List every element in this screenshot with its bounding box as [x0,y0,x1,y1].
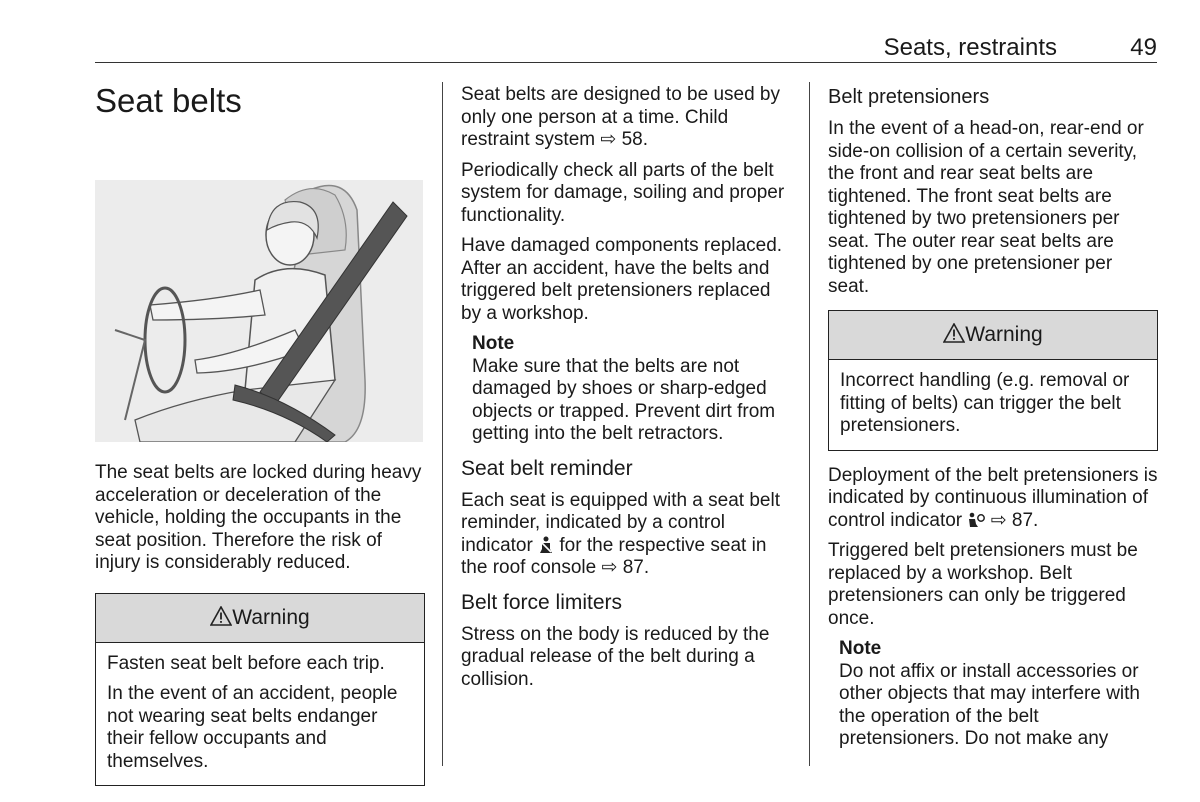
paragraph-single-person-text: Seat belts are designed to be used by only one person at a time. Child restraint system [461,84,781,150]
section-heading-reminder: Seat belt reminder [461,456,633,480]
airbag-indicator-icon [967,512,985,528]
seat-belt-illustration [95,180,423,442]
warning-box [95,593,425,787]
warning-text-2: In the event of an accident, people not wearing seat belts endanger their fellow occupants and themselves. [107,683,398,772]
column-divider-2 [809,82,810,766]
intro-paragraph: The seat belts are locked during heavy acceleration or deceleration of the vehicle, holding the occupants in the seat position. Therefore the risk of injury is considerably reduced. [95,462,422,573]
cross-reference-page[interactable]: 87. [1011,509,1039,531]
warning-header [829,311,1157,360]
page-number: 49 [1130,34,1157,61]
page-title: Seat belts [95,82,242,119]
note-block [461,333,793,446]
paragraph-damaged-components: Have damaged components replaced. After an accident, have the belts and triggered belt pretensioners replaced by a workshop. [461,235,783,324]
cross-reference-page[interactable]: 58. [621,129,648,150]
warning-triangle-icon [210,606,232,626]
section-heading-pretensioners: Belt pretensioners [828,86,990,108]
deployment-paragraph [828,465,1158,533]
cross-reference-page[interactable]: 87. [622,557,650,578]
warning-header [96,594,424,643]
note-text: Do not affix or install accessories or other objects that may interfere with the operation of the belt pretensioners. Do not make any [839,660,1140,749]
reminder-paragraph [461,490,793,580]
cross-reference-arrow-icon: ⇨ [600,129,617,150]
reminder-text-b: for the respective seat in the roof console [461,534,767,578]
note-title: Note [472,333,515,354]
note-block [828,638,1158,751]
pretensioners-paragraph: In the event of a head-on, rear-end or side-on collision of a certain severity, the front and rear seat belts are tightened. The front seat belts are tightened by two pretensioners per seat. The outer rear seat belts are tightened by one pretensioner per seat. [828,118,1144,297]
warning-label: Warning [232,605,310,629]
note-text: Make sure that the belts are not damaged by shoes or sharp-edged objects or trapped. Prevent dirt from getting into the belt retractors. [472,355,776,444]
triggered-paragraph: Triggered belt pretensioners must be replaced by a workshop. Belt pretensioners can only be triggered once. [828,540,1138,629]
limiters-paragraph: Stress on the body is reduced by the gradual release of the belt during a collision. [461,623,770,690]
column-3 [828,84,1158,761]
cross-reference-arrow-icon: ⇨ [990,509,1007,531]
column-1 [95,82,425,800]
paragraph-single-person [461,84,793,152]
warning-text: Incorrect handling (e.g. removal or fitting of belts) can trigger the belt pretensioners. [840,370,1130,436]
paragraph-check-belts: Periodically check all parts of the belt system for damage, soiling and proper functionality. [461,159,785,226]
warning-text-1: Fasten seat belt before each trip. [107,652,385,674]
seatbelt-reminder-icon [538,536,554,554]
warning-label: Warning [965,323,1043,346]
column-2 [461,84,793,699]
deployment-text: Deployment of the belt pretensioners is indicated by continuous illumination of control indicator [828,464,1158,531]
cross-reference-arrow-icon: ⇨ [601,557,618,578]
column-divider-1 [442,82,443,766]
reminder-text-a: Each seat is equipped with a seat belt reminder, indicated by a control indicator [461,489,780,556]
warning-triangle-icon [943,323,965,343]
running-header-section: Seats, restraints [883,34,1057,61]
driver-with-seatbelt-drawing [95,180,423,442]
note-title: Note [839,638,882,659]
warning-box [828,310,1158,451]
section-heading-limiters: Belt force limiters [461,590,623,614]
header-rule [95,62,1157,63]
